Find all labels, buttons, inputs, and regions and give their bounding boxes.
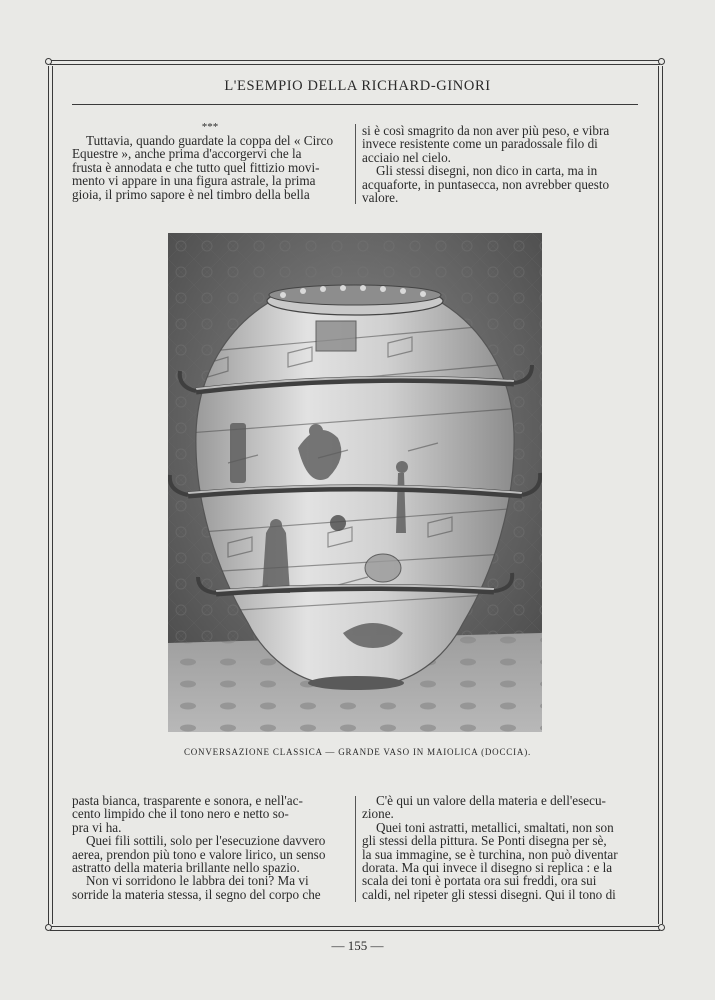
frame-corner-top-right <box>658 58 665 65</box>
vase-illustration <box>168 233 542 732</box>
text-line: cento limpido che il tono nero e netto so- <box>72 806 289 822</box>
text-line: dorata. Ma qui invece il disegno si replica : e la <box>362 860 613 876</box>
frame-bottom-inner <box>50 930 660 931</box>
text-line: sorride la materia stessa, il segno del corpo che <box>72 886 321 902</box>
text-line: pra vi ha. <box>72 819 122 835</box>
text-line: acciaio nel cielo. <box>362 149 451 165</box>
vase-photograph <box>168 233 542 732</box>
frame-bottom-outer <box>50 926 660 927</box>
text-line: gli stessi della pittura. Se Ponti disegna per sè, <box>362 833 607 849</box>
text-line: scala dei toni è portata ora sui freddi, ora sui <box>362 873 597 889</box>
text-line: la sua immagine, se è turchina, non può diventar <box>362 846 618 862</box>
frame-right-inner <box>658 66 659 924</box>
text-line: Tuttavia, quando guardate la coppa del « Circo <box>86 133 334 148</box>
text-line: C'è qui un valore della materia e dell'esecu- <box>376 793 606 808</box>
top-left-column <box>72 122 348 201</box>
running-title: L'ESEMPIO DELLA RICHARD-GINORI <box>224 78 491 94</box>
frame-top-outer <box>50 60 660 61</box>
text-line: Equestre », anche prima d'accorgervi che la <box>72 146 302 162</box>
text-line: Quei toni astratti, metallici, smaltati, non son <box>376 819 614 835</box>
top-right-column <box>362 124 639 204</box>
frame-right-outer <box>662 66 663 924</box>
text-line: acquaforte, in puntasecca, non avrebber questo <box>362 176 610 192</box>
bottom-right-column <box>362 794 639 901</box>
text-line: aerea, prendon più tono e valore lirico, un senso <box>72 846 326 862</box>
frame-corner-bottom-left <box>45 924 52 931</box>
frame-left-outer <box>48 66 49 924</box>
text-line: frusta è annodata e che tutto quel fittizio movi- <box>72 159 320 175</box>
text-line: astratto della materia brillante nello spazio. <box>72 860 300 876</box>
bottom-left-column <box>72 794 348 901</box>
text-line: Non vi sorridono le labbra dei toni? Ma vi <box>86 873 309 889</box>
top-column-divider <box>355 124 356 204</box>
frame-top-inner <box>50 64 660 65</box>
text-line: zione. <box>362 806 394 822</box>
frame-left-inner <box>52 66 53 924</box>
header-rule <box>72 104 638 105</box>
text-line: mento vi appare in una figura astrale, la prima <box>72 173 316 189</box>
bottom-column-divider <box>355 796 356 902</box>
text-line: gioia, il primo sapore è nel timbro della bella <box>72 186 310 202</box>
text-line: pasta bianca, trasparente e sonora, e nell'ac- <box>72 793 303 808</box>
frame-corner-top-left <box>45 58 52 65</box>
text-line: Gli stessi disegni, non dico in carta, ma in <box>376 163 598 179</box>
page-number: — 155 — <box>331 938 384 953</box>
section-asterism: *** <box>201 121 219 133</box>
text-line: Quei fili sottili, solo per l'esecuzione davvero <box>86 833 326 849</box>
frame-corner-bottom-right <box>658 924 665 931</box>
text-line: caldi, nel ripeter gli stessi disegni. Qui il tono di <box>362 886 616 902</box>
text-line: invece resistente come un paradossale filo di <box>362 136 598 152</box>
figure-caption: CONVERSAZIONE CLASSICA — GRANDE VASO IN MAIOLICA (DOCCIA). <box>183 747 532 757</box>
text-line: si è così smagrito da non aver più peso, e vibra <box>362 123 610 138</box>
text-line: valore. <box>362 190 399 206</box>
